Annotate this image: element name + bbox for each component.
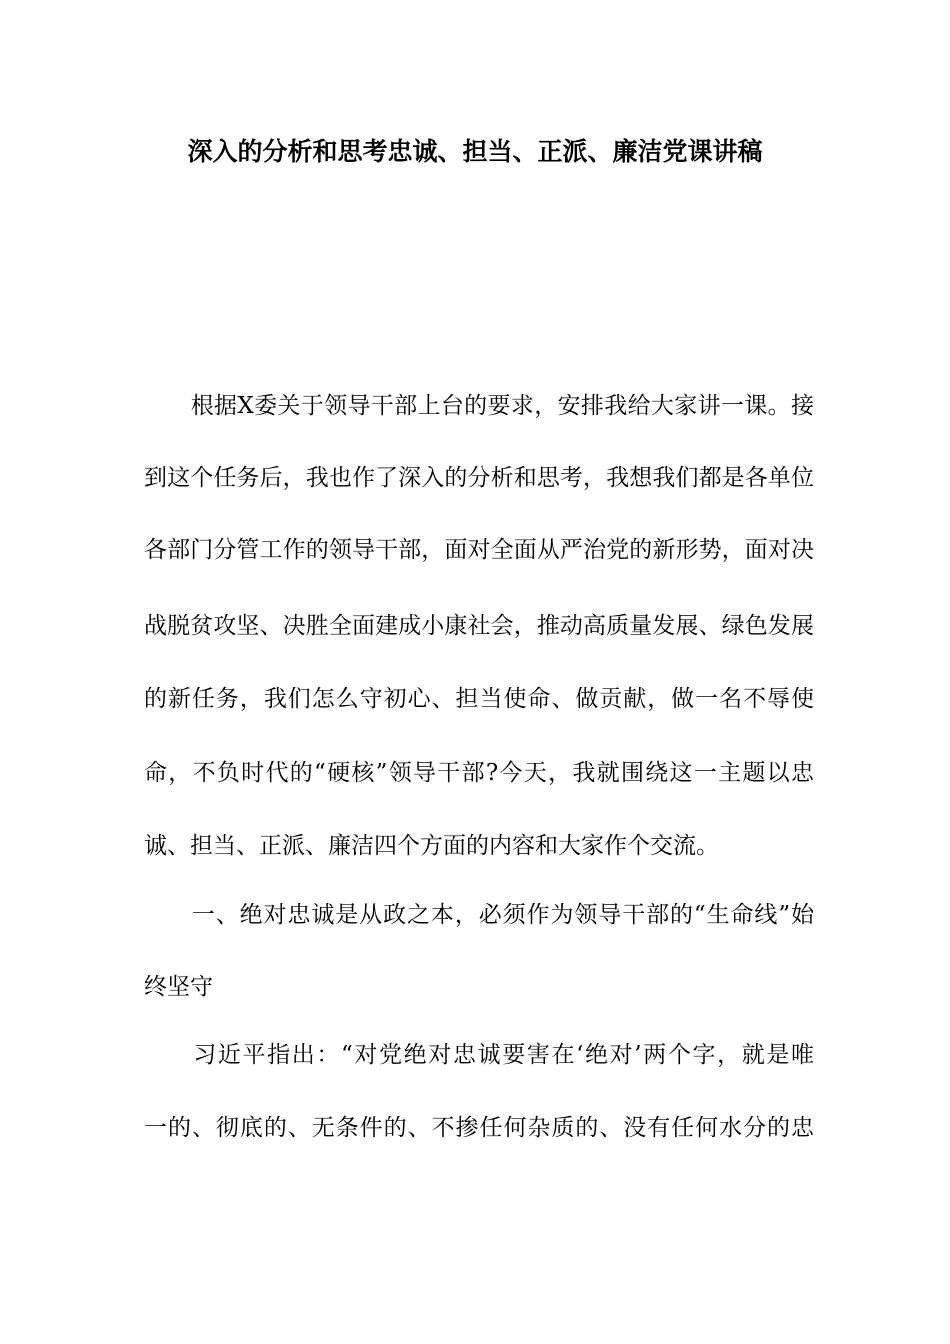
paragraph-line: 的新任务，我们怎么守初心、担当使命、做贡献，做一名不辱使 — [144, 686, 814, 712]
heading-line: 终坚守 — [144, 974, 213, 1000]
paragraph-line: 习近平指出：“对党绝对忠诚要害在‘绝对’两个字，就是唯 — [144, 1042, 814, 1068]
heading-line: 一、绝对忠诚是从政之本，必须作为领导干部的“生命线”始 — [144, 902, 814, 928]
paragraph-line: 各部门分管工作的领导干部，面对全面从严治党的新形势，面对决 — [144, 537, 814, 563]
paragraph-line: 根据X委关于领导干部上台的要求，安排我给大家讲一课。接 — [144, 393, 814, 419]
paragraph-line: 诚、担当、正派、廉洁四个方面的内容和大家作个交流。 — [144, 833, 719, 859]
paragraph-line: 战脱贫攻坚、决胜全面建成小康社会，推动高质量发展、绿色发展 — [144, 613, 814, 639]
paragraph-line: 到这个任务后，我也作了深入的分析和思考，我想我们都是各单位 — [144, 465, 814, 491]
document-title: 深入的分析和思考忠诚、担当、正派、廉洁党课讲稿 — [187, 137, 763, 166]
paragraph-line: 命，不负时代的“硬核”领导干部?今天，我就围绕这一主题以忠 — [144, 760, 814, 786]
paragraph-line: 一的、彻底的、无条件的、不掺任何杂质的、没有任何水分的忠 — [144, 1115, 814, 1141]
